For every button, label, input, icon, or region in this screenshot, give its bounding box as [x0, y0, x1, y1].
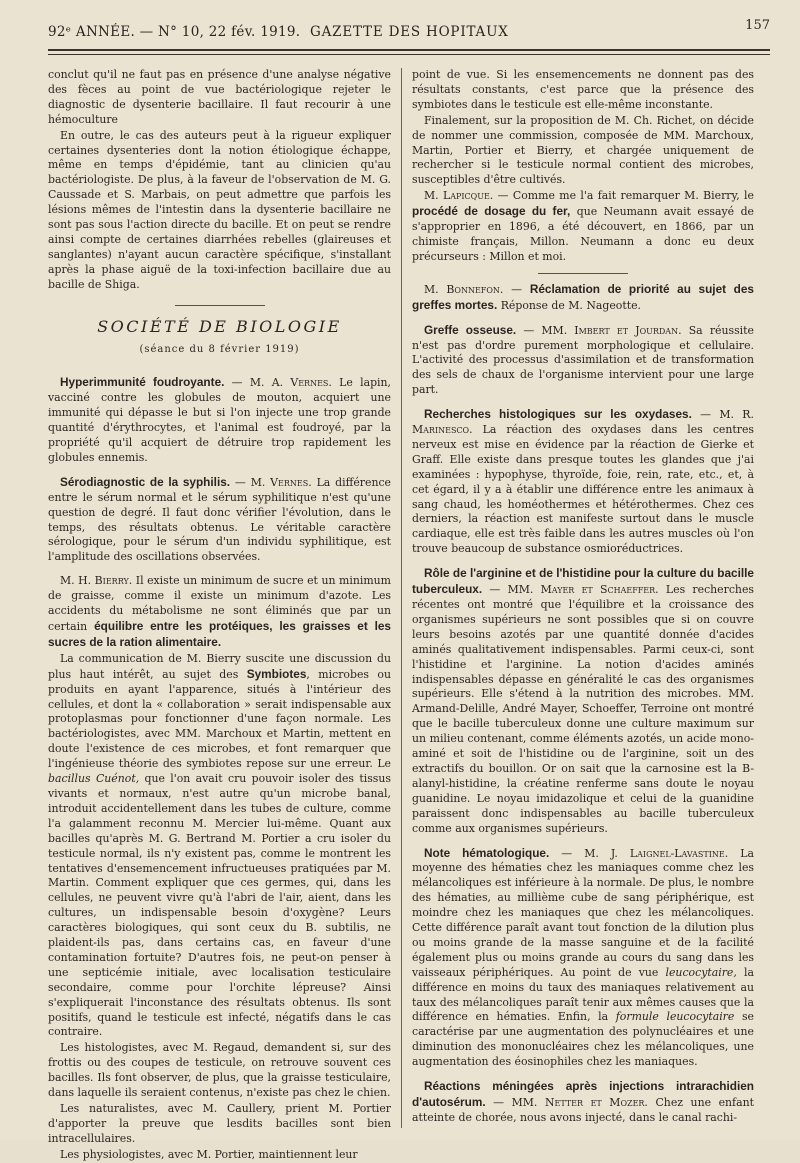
communication: Rôle de l'arginine et de l'histidine pour la culture du bacille tuberculeux. — MM. Mayer et Schaeffer. Les recherches récentes ont montré que l'équilibre et la croissance des organismes supérieurs ne sont possibles que si on couvre leurs besoins azotés par une quantité donnée d'acides aminés qualitativement indispensables. Parmi ceux-ci, sont l'histidine et l'arginine. La notion d'acides aminés indispensables dépasse en généralité le cas des organismes supérieurs. Elle s'étend à la nutrition des microbes. MM. Armand-Delille, André Mayer, Schoeffer, Terroine ont montré que le bacille tuberculeux donne une culture maximum sur un milieu contenant, comme éléments azotés, un acide mono-aminé et soit de l'histidine ou de l'arginine, soit un des extractifs du bouillon. Or on sait que la carnosine est la B-alanyl-histidine, la créatine renferme sans doute le noyau guanidine. Le noyau imidazolique et celui de la guanidine paraissent donc indispensables au bacille tuberculeux comme aux organismes supérieurs. — [412, 566, 754, 835]
paragraph: Les physiologistes, avec M. Portier, maintiennent leur — [60, 1147, 358, 1161]
communication-title: Réclamation de priorité au sujet des greffes mortes. — [412, 281, 754, 312]
communication-title: Hyperimmunité foudroyante. — [60, 375, 225, 390]
paragraph: Finalement, sur la proposition de M. Ch. Richet, on décide de nommer une commission, composée de MM. Marchoux, Martin, Portier et Bierry, et chargée uniquement de rechercher si le testicule normal contient des microbes, susceptibles d'être cultivés. — [412, 113, 754, 187]
paragraph: point de vue. Si les ensemencements ne donnent pas des résultats constants, c'est parce que la présence des symbiotes dans le testicule est elle-même inconstante. — [412, 68, 754, 111]
left-column — [48, 68, 391, 1163]
author: MM. Mayer et Schaeffer. — [507, 583, 659, 597]
communication-title: Rôle de l'arginine et de l'histidine pour la culture du bacille tuberculeux. — [412, 566, 754, 597]
section-separator — [175, 305, 265, 306]
communication-title: Note hématologique. — [424, 845, 550, 860]
author: M. Bonnefon. — [424, 282, 504, 296]
right-column — [412, 68, 754, 1126]
communication: M. Lapicque. — Comme me l'a fait remarquer M. Bierry, le procédé de dosage du fer, que Neumann avait essayé de s'approprier en 1896, a été découvert, en 1866, par un chimiste français, Millon. Neumann a donc eu deux précurseurs : Millon et moi. — [412, 189, 754, 263]
communication: M. Bonnefon. — Réclamation de priorité au sujet des greffes mortes. Réponse de M. Nageotte. — [412, 281, 754, 312]
paragraph: Les naturalistes, avec M. Caullery, prient M. Portier d'apporter la preuve que lesdits bacilles sont bien intracellulaires. — [48, 1102, 391, 1145]
issue-info: 92ᵉ ANNÉE. — N° 10, 22 fév. 1919. — [48, 24, 301, 40]
page-header — [48, 18, 770, 46]
communication-title: Réactions méningées après injections intrarachidien d'autosérum. — [412, 1079, 754, 1109]
author: M. Lapicque. — [424, 189, 494, 203]
section-separator — [538, 273, 628, 274]
communication: M. H. Bierry. Il existe un minimum de sucre et un minimum de graisse, comme il existe un minimum d'azote. Les accidents du métabolisme ne sont éliminés que par un certain équilibre entre les protéiques, les graisses et les sucres de la ration alimentaire. — [48, 574, 391, 649]
author: M. J. Laignel-Lavastine. — [584, 846, 729, 860]
communication-title: Greffe osseuse. — [424, 322, 517, 337]
column-divider — [401, 68, 402, 1128]
paragraph: En outre, le cas des auteurs peut à la rigueur expliquer certaines dysenteries dont la notion étiologique échappe, même en temps d'épidémie, tant au clinicien qu'au bactériologiste. De plus, à la faveur de l'observation de M. G. Caussade et S. Marbais, on peut admettre que parfois les lésions mêmes de l'intestin dans la dysenterie bacillaire ne sont pas sous l'action directe du bacille. Et on peut se rendre ainsi compte de certaines diarrhées rebelles (glaireuses et sanglantes) n'ayant aucun caractère spécifique, s'installant après la phase aiguë de la toxi-infection bacillaire due au bacille de Shiga. — [48, 128, 391, 291]
session-date: (séance du 8 février 1919) — [139, 343, 300, 355]
paragraph: La communication de M. Bierry suscite une discussion du plus haut intérêt, au sujet des Symbiotes, microbes ou produits en ayant l'apparence, situés à l'intérieur des cellules, et dont la « collaboration » serait indispensable aux protoplasmas pour fonctionner d'une façon normale. Les bactériologistes, avec MM. Marchoux et Martin, mettent en doute l'existence de ces microbes, et font remarquer que l'ingénieuse théorie des symbiotes repose sur une erreur. Le bacillus Cuénot, que l'on avait cru pouvoir isoler des tissus vivants et normaux, n'est autre qu'un microbe banal, introduit accidentellement dans les tubes de culture, comme l'a galamment reconnu M. Mercier lui-même. Quant aux bacilles qu'après M. G. Bertrand M. Portier a cru isoler du testicule normal, ils n'y existent pas, comme le montrent les tentatives d'ensemencement infructueuses pratiquées par M. Martin. Comment expliquer que ces germes, qui, dans les cellules, ne peuvent vivre qu'à l'abri de l'air, aient, dans les cultures, un indispensable besoin d'oxygène? Leurs caractères biologiques, qui sont ceux du B. subtilis, ne plaident-ils pas, dans certains cas, en faveur d'une contamination fortuite? D'autres fois, ne peut-on penser à une septicémie initiale, avec localisation testiculaire secondaire, comme pour l'orchite lépreuse? Ainsi s'expliquerait l'inconstance des résultats obtenus. Ils sont positifs, quand le testicule est infecté, négatifs dans le cas contraire. — [48, 651, 391, 1039]
communication: Recherches histologiques sur les oxydases. — M. R. Marinesco. La réaction des oxydases dans les centres nerveux est mise en évidence par la réaction de Gierke et Graff. Elle existe dans presque toutes les glandes que j'ai examinées : hypophyse, thyroïde, foie, rein, rate, etc., et, à cet égard, il y a à établir une différence entre les animaux à sang chaud, les homéothermes et hétérothermes. Chez ces derniers, la réaction est manifeste surtout dans le muscle cardiaque, elle est très faible dans les autres muscles où l'on trouve beaucoup de substance osmioréductrices. — [412, 407, 754, 556]
author: MM. Netter et Mozer. — [511, 1096, 648, 1109]
author: M. A. Vernes. — [249, 376, 332, 390]
communication: Hyperimmunité foudroyante. — M. A. Vernes. Le lapin, vacciné contre les globules de mouton, acquiert une immunité qui dépasse le but si l'on injecte une trop grande quantité d'érythrocytes, et l'animal est foudroyé, par la propriété qu'il acquiert de détruire trop rapidement les globules ennemis. — [48, 375, 391, 464]
communication: Greffe osseuse. — MM. Imbert et Jourdan. Sa réussite n'est pas d'ordre purement morphologique et cellulaire. L'activité des processus d'assimilation et de transformation des sels de chaux de l'organisme intervient pour une large part. — [412, 322, 754, 397]
author: MM. Imbert et Jourdan. — [541, 323, 682, 337]
communication-title: procédé de dosage du fer, — [412, 204, 571, 219]
journal-title: GAZETTE DES HOPITAUX — [310, 24, 509, 40]
communication-title: Sérodiagnostic de la syphilis. — [60, 474, 231, 489]
header-rule-thin — [48, 54, 770, 55]
communication: Sérodiagnostic de la syphilis. — M. Vernes. La différence entre le sérum normal et le sérum syphilitique n'est qu'une question de degré. Il faut donc vérifier l'évolution, dans le temps, des résultats obtenus. Le véritable caractère sérologique, pour le sérum d'un individu syphilitique, est l'amplitude des oscillations observées. — [48, 474, 391, 564]
header-rule — [48, 49, 770, 51]
page-number: 157 — [745, 18, 770, 33]
communication-title: équilibre entre les protéiques, les graisses et les sucres de la ration alimentaire. — [48, 619, 391, 649]
author: M. Vernes. — [250, 475, 312, 489]
communication-title: Recherches histologiques sur les oxydases. — [424, 407, 692, 422]
author: M. R. Marinesco. — [412, 408, 754, 437]
communication: Note hématologique. — M. J. Laignel-Lavastine. La moyenne des hématies chez les maniaques comme chez les mélancoliques est inférieure à la normale. De plus, le nombre des hématies, au millième cube de sang périphérique, est moindre chez les maniaques que chez les mélancoliques. Cette différence paraît avant tout fonction de la dilution plus ou moins grande de la masse sanguine et de la facilité également plus ou moins grande au cours du sang dans les vaisseaux périphériques. Au point de vue leucocytaire, la différence en moins du taux des maniaques relativement au taux des mélancoliques paraît tenir aux mêmes causes que la différence en hématies. Enfin, la formule leucocytaire se caractérise par une augmentation des polynucléaires et une diminution des mononucléaires chez les mélancoliques, une augmentation des éosinophiles chez les maniaques. — [412, 845, 755, 1069]
paragraph: Les histologistes, avec M. Regaud, demandent si, sur des frottis ou des coupes de testicule, on retrouve souvent ces bacilles. Ils font observer, de plus, que la graisse testiculaire, dans laquelle ils seraient contenus, n'existe pas chez le chien. — [48, 1041, 391, 1100]
communication: Réactions méningées après injections intrarachidien d'autosérum. — MM. Netter et Mozer. Chez une enfant atteinte de chorée, nous avons injecté, dans le canal rachi- — [412, 1079, 754, 1124]
author: M. H. Bierry. — [60, 574, 133, 588]
paragraph: conclut qu'il ne faut pas en présence d'une analyse négative des fèces au point de vue bactériologique rejeter le diagnostic de dysenterie bacillaire. Il faut recourir à une hémoculture — [48, 68, 391, 126]
section-title: SOCIÉTÉ DE BIOLOGIE — [97, 316, 342, 336]
